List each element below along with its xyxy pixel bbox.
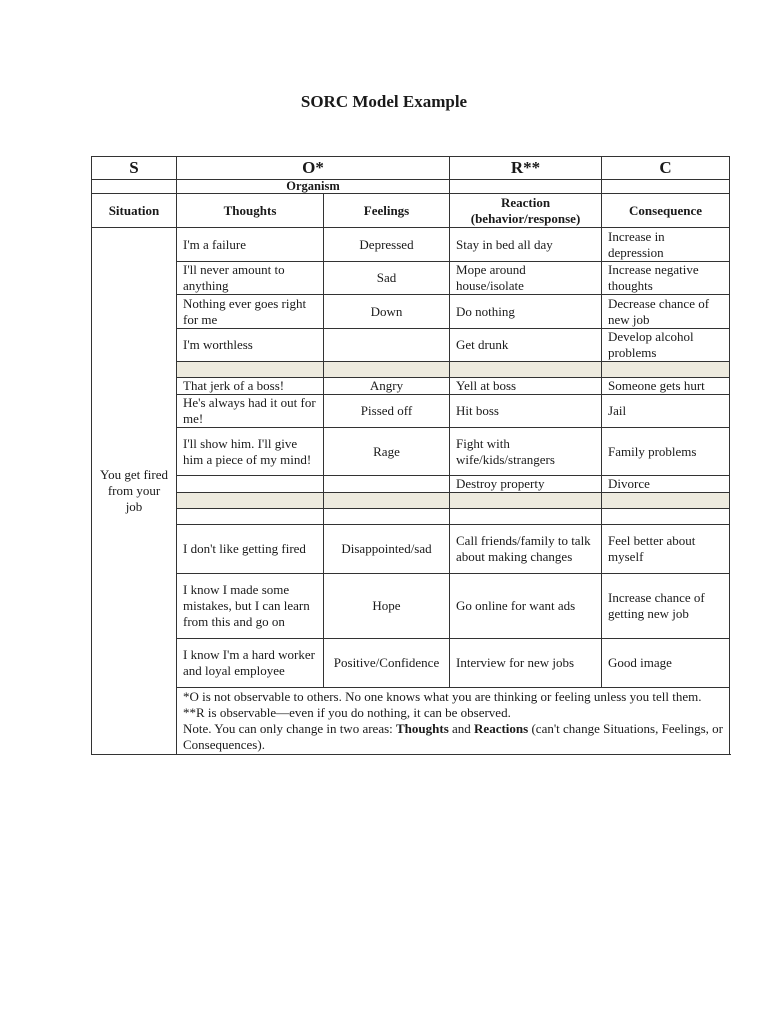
consequence-cell: Feel better about myself xyxy=(602,525,730,574)
thought-cell xyxy=(177,476,324,493)
separator-row xyxy=(92,509,730,525)
header-situation: Situation xyxy=(92,194,177,228)
consequence-cell: Divorce xyxy=(602,476,730,493)
consequence-cell: Jail xyxy=(602,395,730,428)
reaction-cell: Get drunk xyxy=(450,329,602,362)
feeling-cell: Pissed off xyxy=(324,395,450,428)
situation-cell: You get fired from your job xyxy=(92,228,177,755)
feeling-cell: Down xyxy=(324,295,450,329)
thought-cell: I know I'm a hard worker and loyal employee xyxy=(177,639,324,688)
reaction-cell: Yell at boss xyxy=(450,378,602,395)
table-row xyxy=(92,295,730,329)
consequence-cell: Decrease chance of new job xyxy=(602,295,730,329)
table-row xyxy=(92,228,730,262)
notes-row xyxy=(92,688,730,755)
table-row xyxy=(92,378,730,395)
table-row xyxy=(92,476,730,493)
thought-cell: I'm a failure xyxy=(177,228,324,262)
header-consequence: Consequence xyxy=(602,194,730,228)
table-row xyxy=(92,329,730,362)
thought-cell: He's always had it out for me! xyxy=(177,395,324,428)
header-thoughts: Thoughts xyxy=(177,194,324,228)
feeling-cell xyxy=(324,476,450,493)
consequence-cell: Increase negative thoughts xyxy=(602,262,730,295)
organism-label: Organism xyxy=(177,180,450,194)
reaction-cell: Stay in bed all day xyxy=(450,228,602,262)
letter-r: R** xyxy=(450,157,602,180)
feeling-cell: Depressed xyxy=(324,228,450,262)
table-row xyxy=(92,428,730,476)
reaction-cell: Do nothing xyxy=(450,295,602,329)
thought-cell: I know I made some mistakes, but I can learn from this and go on xyxy=(177,574,324,639)
consequence-cell: Family problems xyxy=(602,428,730,476)
consequence-cell: Good image xyxy=(602,639,730,688)
reaction-cell: Call friends/family to talk about making changes xyxy=(450,525,602,574)
column-header-row xyxy=(92,194,730,228)
feeling-cell: Positive/Confidence xyxy=(324,639,450,688)
note-change: Note. You can only change in two areas: Thoughts and Reactions (can't change Situations, Feelings, or Consequences). xyxy=(183,721,723,752)
thought-cell: Nothing ever goes right for me xyxy=(177,295,324,329)
letter-s: S xyxy=(92,157,177,180)
table-row xyxy=(92,262,730,295)
separator-row xyxy=(92,362,730,378)
thought-cell: I'll never amount to anything xyxy=(177,262,324,295)
thought-cell: I'll show him. I'll give him a piece of my mind! xyxy=(177,428,324,476)
notes-cell xyxy=(177,688,730,755)
reaction-cell: Mope around house/isolate xyxy=(450,262,602,295)
consequence-cell: Develop alcohol problems xyxy=(602,329,730,362)
reaction-cell: Hit boss xyxy=(450,395,602,428)
letter-c: C xyxy=(602,157,730,180)
letter-header-row xyxy=(92,157,730,180)
letter-o: O* xyxy=(177,157,450,180)
thought-cell: I don't like getting fired xyxy=(177,525,324,574)
sorc-table xyxy=(91,156,730,755)
reaction-cell: Interview for new jobs xyxy=(450,639,602,688)
separator-row xyxy=(92,493,730,509)
table-row xyxy=(92,525,730,574)
table-row xyxy=(92,574,730,639)
reaction-cell: Fight with wife/kids/strangers xyxy=(450,428,602,476)
note-o: *O is not observable to others. No one knows what you are thinking or feeling unless you tell them. xyxy=(183,689,702,704)
thought-cell: I'm worthless xyxy=(177,329,324,362)
feeling-cell: Angry xyxy=(324,378,450,395)
feeling-cell xyxy=(324,329,450,362)
consequence-cell: Someone gets hurt xyxy=(602,378,730,395)
page-title: SORC Model Example xyxy=(300,92,468,111)
feeling-cell: Disappointed/sad xyxy=(324,525,450,574)
feeling-cell: Hope xyxy=(324,574,450,639)
consequence-cell: Increase in depression xyxy=(602,228,730,262)
header-feelings: Feelings xyxy=(324,194,450,228)
feeling-cell: Rage xyxy=(324,428,450,476)
organism-row xyxy=(92,180,730,194)
consequence-cell: Increase chance of getting new job xyxy=(602,574,730,639)
thought-cell: That jerk of a boss! xyxy=(177,378,324,395)
table-row xyxy=(92,639,730,688)
note-r: **R is observable—even if you do nothing, it can be observed. xyxy=(183,705,511,720)
table-row xyxy=(92,395,730,428)
feeling-cell: Sad xyxy=(324,262,450,295)
header-reaction: Reaction (behavior/response) xyxy=(450,194,602,228)
reaction-cell: Destroy property xyxy=(450,476,602,493)
reaction-cell: Go online for want ads xyxy=(450,574,602,639)
